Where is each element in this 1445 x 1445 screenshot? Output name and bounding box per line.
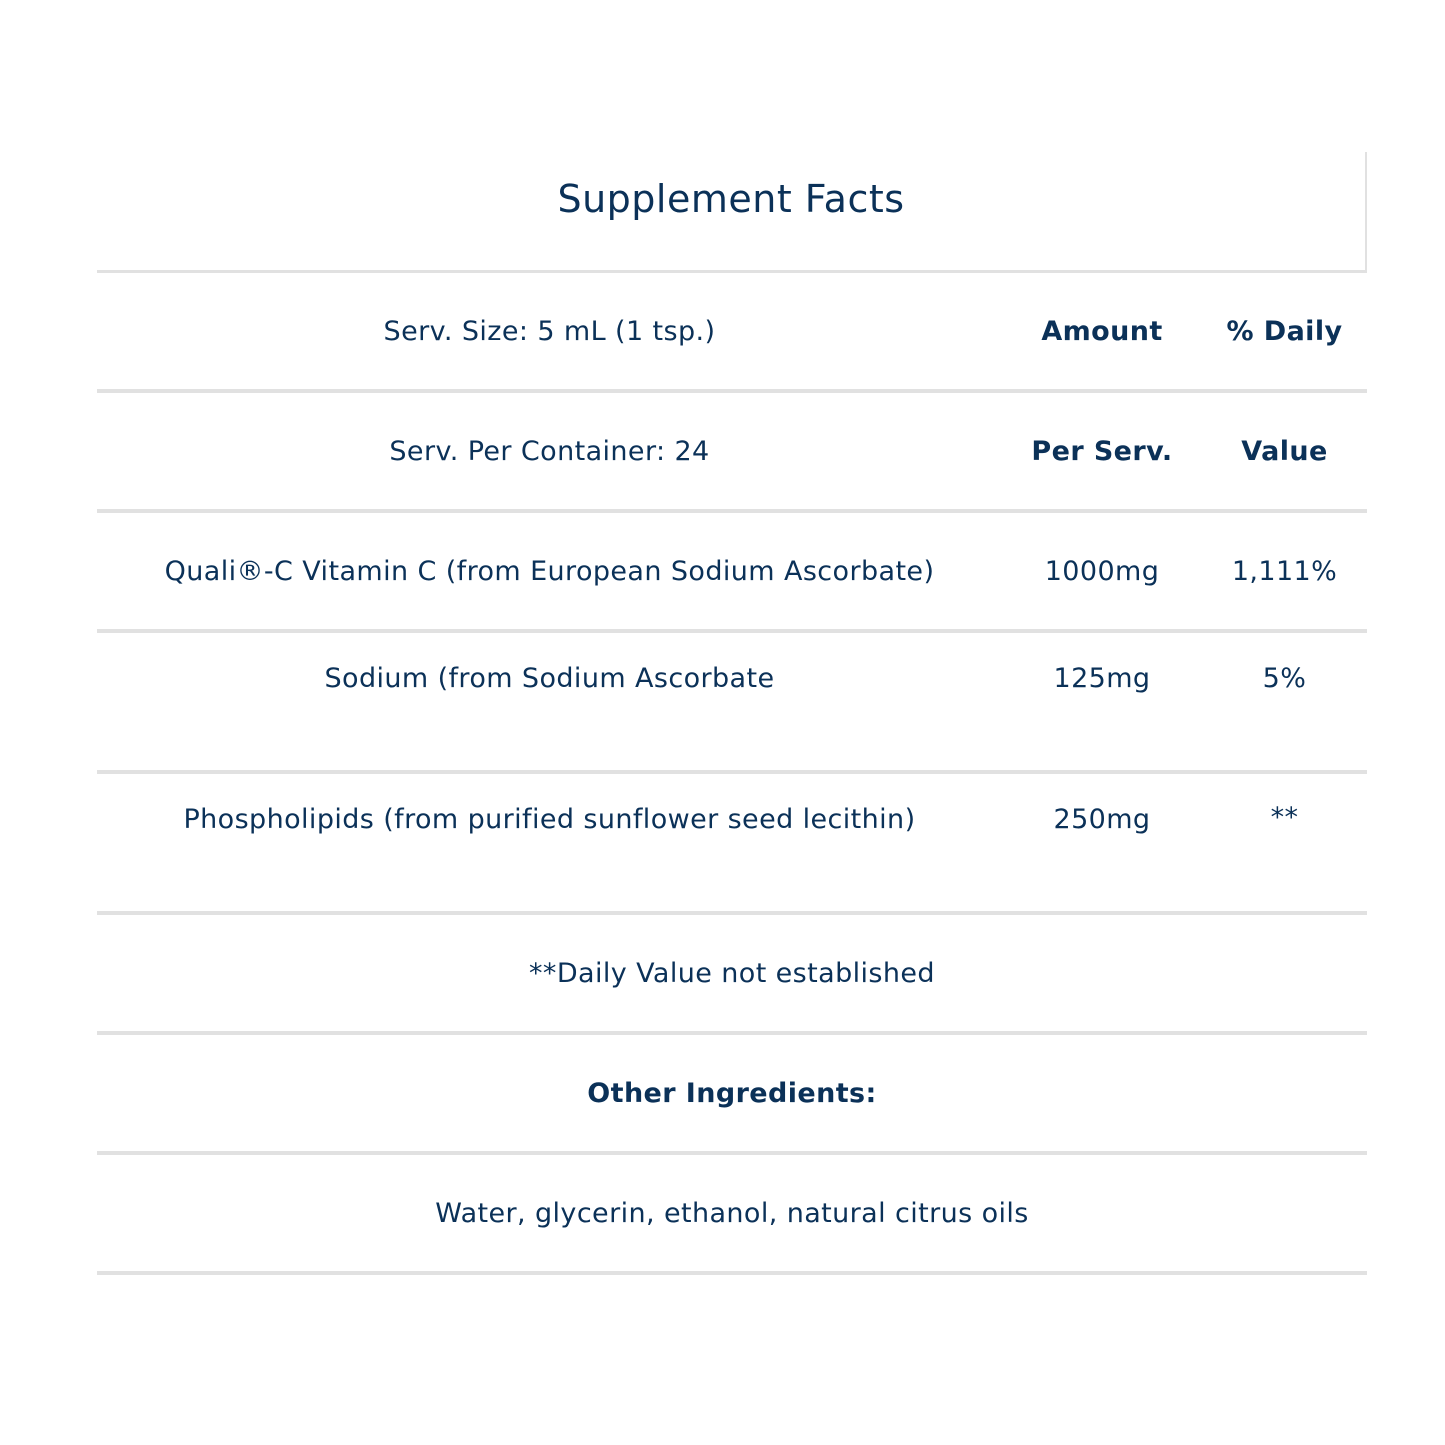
serving-size-row <box>97 273 1367 393</box>
ingredient-row <box>97 633 1367 774</box>
ingredient-amount: 1000mg <box>1044 555 1160 587</box>
ingredient-name: Quali®-C Vitamin C (from European Sodium Ascorbate) <box>164 555 935 587</box>
footnote-row <box>97 915 1367 1035</box>
supplement-facts-title: Supplement Facts <box>557 177 905 221</box>
daily-value-header: % Daily <box>1226 315 1343 347</box>
amount-header: Amount <box>1041 315 1163 347</box>
other-ingredients-row <box>97 1155 1367 1275</box>
ingredient-amount: 250mg <box>1053 804 1151 835</box>
per-serving-header: Per Serv. <box>1031 435 1173 467</box>
servings-per-container: Serv. Per Container: 24 <box>389 435 710 467</box>
ingredient-row <box>97 513 1367 633</box>
daily-value-footnote: **Daily Value not established <box>529 957 935 989</box>
other-ingredients-heading: Other Ingredients: <box>587 1077 877 1109</box>
ingredient-daily-value: 1,111% <box>1231 555 1338 587</box>
supplement-facts-panel <box>97 152 1367 1275</box>
ingredient-daily-value: ** <box>1270 802 1299 833</box>
serving-size: Serv. Size: 5 mL (1 tsp.) <box>383 315 716 347</box>
ingredient-name: Phospholipids (from purified sunflower seed lecithin) <box>183 804 916 835</box>
other-ingredients-list: Water, glycerin, ethanol, natural citrus oils <box>435 1197 1029 1229</box>
ingredient-name: Sodium (from Sodium Ascorbate <box>324 663 775 694</box>
value-header: Value <box>1241 435 1328 467</box>
ingredient-amount: 125mg <box>1053 663 1151 694</box>
supplement-facts-title-row <box>97 152 1367 273</box>
ingredient-daily-value: 5% <box>1262 663 1307 694</box>
other-ingredients-heading-row <box>97 1035 1367 1155</box>
ingredient-row <box>97 774 1367 915</box>
servings-per-container-row <box>97 393 1367 513</box>
